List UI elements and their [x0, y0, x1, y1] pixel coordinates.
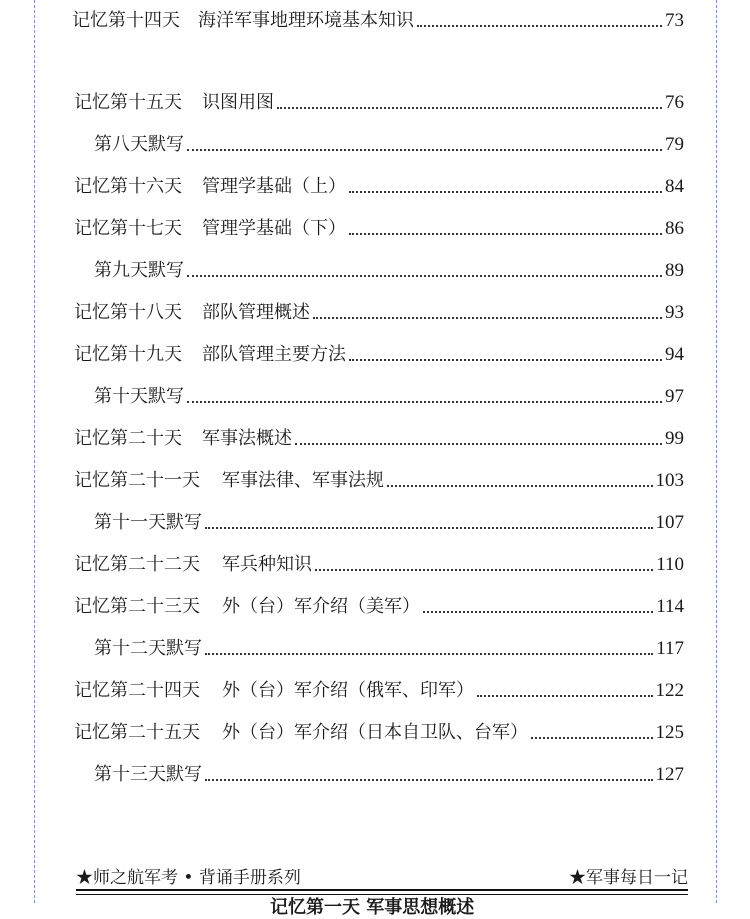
toc-topic: 外（台）军介绍（俄军、印军）	[222, 680, 474, 701]
toc-entry[interactable]	[74, 588, 684, 618]
toc-day-label: 记忆第十九天	[74, 344, 182, 365]
dot-leader	[187, 275, 662, 277]
toc-page-number: 103	[655, 470, 684, 491]
toc-day-label: 记忆第十七天	[74, 218, 182, 239]
dot-leader	[531, 737, 653, 739]
toc-entry[interactable]	[74, 462, 684, 492]
toc-entry[interactable]	[72, 2, 684, 32]
toc-day-label: 第九天默写	[94, 260, 184, 281]
dot-leader	[349, 233, 662, 235]
dot-leader	[387, 485, 653, 487]
dot-leader	[295, 443, 662, 445]
toc-day-label: 记忆第二十一天	[74, 470, 200, 491]
dot-leader	[187, 149, 662, 151]
toc-day-label: 记忆第十六天	[74, 176, 182, 197]
toc-page-number: 79	[665, 134, 684, 155]
toc-day-label: 记忆第十四天	[72, 10, 180, 31]
toc-day-label: 第十一天默写	[94, 512, 202, 533]
toc-topic: 管理学基础（上）	[202, 176, 346, 197]
toc-entry[interactable]	[74, 546, 684, 576]
dot-leader	[205, 527, 653, 529]
next-page-heading: 记忆第一天 军事思想概述	[270, 897, 475, 918]
toc-entry[interactable]	[94, 378, 684, 408]
toc-topic: 军兵种知识	[222, 554, 312, 575]
toc-page-number: 117	[656, 638, 684, 659]
dot-leader	[205, 653, 653, 655]
toc-topic: 管理学基础（下）	[202, 218, 346, 239]
toc-entry[interactable]	[94, 630, 684, 660]
toc-day-label: 记忆第二十二天	[74, 554, 200, 575]
dot-leader	[277, 107, 662, 109]
toc-entry[interactable]	[94, 252, 684, 282]
dot-leader	[315, 569, 653, 571]
toc-page-number: 99	[665, 428, 684, 449]
toc-page-number: 107	[655, 512, 684, 533]
toc-topic: 海洋军事地理环境基本知识	[198, 10, 414, 31]
toc-day-label: 第十三天默写	[94, 764, 202, 785]
toc-topic: 识图用图	[202, 92, 274, 113]
footer-slogan: ★军事每日一记	[569, 868, 688, 888]
toc-page-number: 122	[655, 680, 684, 701]
footer-rule-thick	[76, 889, 688, 891]
toc-topic: 外（台）军介绍（美军）	[222, 596, 420, 617]
toc-day-label: 记忆第二十五天	[74, 722, 200, 743]
toc-entry[interactable]	[94, 126, 684, 156]
toc-day-label: 第八天默写	[94, 134, 184, 155]
toc-day-label: 记忆第十八天	[74, 302, 182, 323]
page-footer	[76, 860, 688, 888]
toc-page-number: 125	[655, 722, 684, 743]
toc-day-label: 记忆第二十四天	[74, 680, 200, 701]
toc-page-number: 73	[665, 10, 684, 31]
right-margin-guide	[716, 0, 717, 903]
toc-entry[interactable]	[74, 294, 684, 324]
toc-topic: 部队管理主要方法	[202, 344, 346, 365]
toc-entry[interactable]	[94, 504, 684, 534]
toc-page-number: 127	[655, 764, 684, 785]
toc-topic: 部队管理概述	[202, 302, 310, 323]
toc-entry[interactable]	[74, 210, 684, 240]
toc-topic: 军事法概述	[202, 428, 292, 449]
toc-page-number: 84	[665, 176, 684, 197]
toc-entry[interactable]	[74, 714, 684, 744]
toc-day-label: 记忆第十五天	[74, 92, 182, 113]
dot-leader	[423, 611, 653, 613]
toc-entry[interactable]	[74, 336, 684, 366]
toc-day-label: 第十天默写	[94, 386, 184, 407]
toc-page-number: 114	[656, 596, 684, 617]
toc-page-number: 97	[665, 386, 684, 407]
toc-entry[interactable]	[94, 756, 684, 786]
toc-page-number: 86	[665, 218, 684, 239]
toc-page-number: 76	[665, 92, 684, 113]
toc-topic: 外（台）军介绍（日本自卫队、台军）	[222, 722, 528, 743]
dot-leader	[417, 25, 662, 27]
toc-day-label: 记忆第二十三天	[74, 596, 200, 617]
toc-page-number: 89	[665, 260, 684, 281]
toc-entry[interactable]	[74, 84, 684, 114]
toc-page-number: 94	[665, 344, 684, 365]
toc-page-number: 110	[656, 554, 684, 575]
toc-page-number: 93	[665, 302, 684, 323]
dot-leader	[205, 779, 653, 781]
footer-series-title: ★师之航军考 • 背诵手册系列	[76, 868, 301, 888]
toc-topic: 军事法律、军事法规	[222, 470, 384, 491]
dot-leader	[187, 401, 662, 403]
dot-leader	[313, 317, 662, 319]
toc-entry[interactable]	[74, 168, 684, 198]
dot-leader	[349, 359, 662, 361]
footer-rule-thin	[76, 894, 688, 895]
dot-leader	[477, 695, 653, 697]
toc-entry[interactable]	[74, 672, 684, 702]
left-margin-guide	[34, 0, 35, 903]
toc-day-label: 第十二天默写	[94, 638, 202, 659]
toc-day-label: 记忆第二十天	[74, 428, 182, 449]
toc-entry[interactable]	[74, 420, 684, 450]
dot-leader	[349, 191, 662, 193]
